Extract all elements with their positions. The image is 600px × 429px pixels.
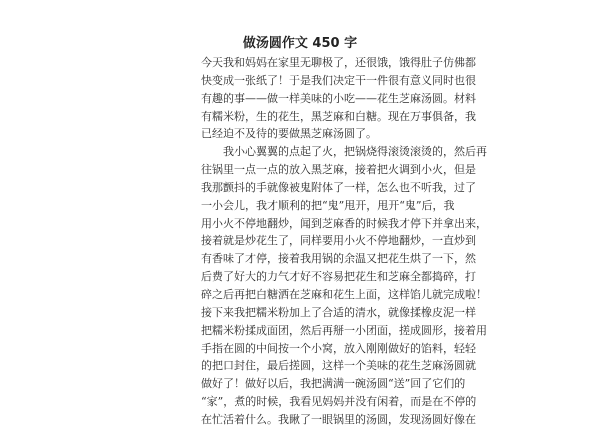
text-line: 手指在圆的中间按一个小窝，放入刚刚做好的馅料，轻轻 bbox=[201, 341, 476, 355]
text-line: 有香味了才停，接着我用锅的余温又把花生烘了一下，然 bbox=[201, 252, 476, 266]
text-line: 的把口封住，最后搓圆，这样一个美味的花生芝麻汤圆就 bbox=[201, 359, 476, 373]
text-line: 一小会儿，我才顺利的把“鬼”甩开，甩开“鬼”后，我 bbox=[201, 198, 455, 212]
text-line: 接着就是炒花生了，同样要用小火不停地翻炒，一直炒到 bbox=[201, 234, 476, 248]
text-line: 后费了好大的力气才好不容易把花生和芝麻全都捣碎，打 bbox=[201, 270, 476, 284]
text-line: 接下来我把糯米粉加上了合适的清水，就像揉橡皮泥一样 bbox=[201, 305, 476, 319]
text-line: 往锅里一点一点的放入黑芝麻，接着把火调到小火，但是 bbox=[201, 163, 476, 177]
text-line: 有糯米粉，生的花生，黑芝麻和白糖。现在万事俱备，我 bbox=[201, 109, 476, 123]
text-line: 我小心翼翼的点起了火，把锅烧得滚烫滚烫的，然后再 bbox=[223, 145, 487, 159]
text-line: 在忙活着什么。我瞅了一眼锅里的汤圆，发现汤圆好像在 bbox=[201, 412, 476, 426]
text-line: 已经迫不及待的要做黑芝麻汤圆了。 bbox=[201, 127, 377, 141]
text-line: 做好了！做好以后，我把满满一碗汤圆“送”回了它们的 bbox=[201, 377, 466, 391]
essay-body bbox=[201, 54, 487, 429]
text-line: “家”，煮的时候，我看见妈妈并没有闲着，而是在不停的 bbox=[201, 395, 477, 409]
text-line: 我那颤抖的手就像被鬼附体了一样，怎么也不听我，过了 bbox=[201, 180, 476, 194]
text-line: 用小火不停地翻炒，闻到芝麻香的时候我才停下并拿出来， bbox=[201, 216, 487, 230]
text-line: 把糯米粉揉成面团，然后再掰一小团面，搓成圆形，接着用 bbox=[201, 323, 487, 337]
text-line: 今天我和妈妈在家里无聊极了，还很饿，饿得肚子仿佛都 bbox=[201, 56, 476, 69]
document-title: 做汤圆作文 450 字 bbox=[242, 36, 358, 51]
text-line: 有趣的事——做一样美味的小吃——花生芝麻汤圆。材料 bbox=[201, 91, 476, 105]
text-line: 快变成一张纸了！于是我们决定干一件很有意义同时也很 bbox=[201, 73, 476, 87]
text-line: 碎之后再把白糖洒在芝麻和花生上面，这样馅儿就完成啦！ bbox=[201, 287, 487, 301]
